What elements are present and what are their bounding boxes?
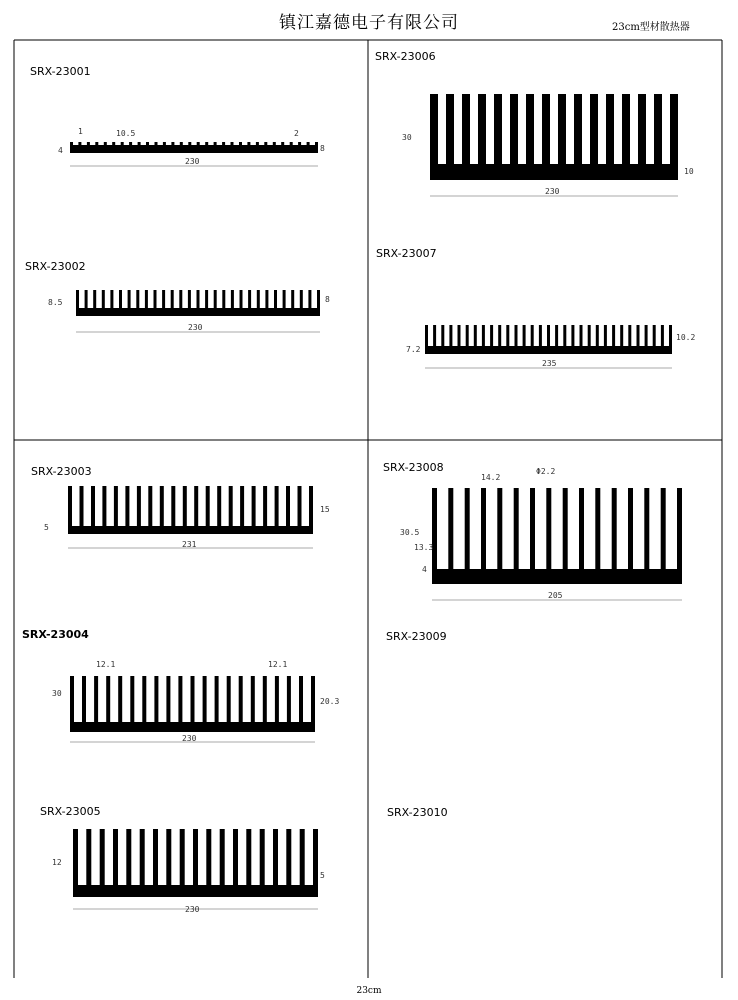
fin: [145, 290, 148, 309]
fin: [171, 486, 175, 527]
svg-text:10: 10: [684, 167, 694, 176]
fin: [620, 325, 623, 347]
heatsink-23005: [52, 829, 325, 914]
fin: [178, 676, 182, 723]
fin: [222, 142, 225, 146]
profile-label-23005: SRX-23005: [40, 805, 101, 818]
fin: [121, 142, 124, 146]
fin: [136, 290, 139, 309]
fin: [281, 142, 284, 146]
fin: [206, 829, 211, 886]
svg-text:12: 12: [52, 858, 62, 867]
fin: [432, 488, 437, 570]
fin: [188, 142, 191, 146]
fin: [82, 676, 86, 723]
fin: [163, 142, 166, 146]
fin: [112, 142, 115, 146]
fin: [307, 142, 310, 146]
fin: [86, 829, 91, 886]
fin: [670, 94, 678, 165]
fin: [498, 325, 501, 347]
fin: [126, 829, 131, 886]
fin: [138, 142, 141, 146]
fin: [180, 142, 183, 146]
fin: [317, 290, 320, 309]
fin: [490, 325, 493, 347]
svg-text:13.3: 13.3: [414, 543, 434, 552]
fin: [251, 676, 255, 723]
fin: [256, 142, 259, 146]
fin: [515, 325, 518, 347]
svg-text:20.3: 20.3: [320, 697, 340, 706]
fin: [494, 94, 502, 165]
svg-text:235: 235: [542, 359, 557, 368]
fin: [644, 488, 649, 570]
fin: [78, 142, 81, 146]
svg-text:12.1: 12.1: [96, 660, 116, 669]
fin: [95, 142, 98, 146]
fin: [283, 290, 286, 309]
fin: [154, 676, 158, 723]
fin: [449, 325, 452, 347]
svg-text:8: 8: [325, 295, 330, 304]
svg-text:1: 1: [78, 127, 83, 136]
fin: [514, 488, 519, 570]
profile-label-23009: SRX-23009: [386, 630, 447, 643]
fin: [308, 290, 311, 309]
fin: [130, 676, 134, 723]
fin: [604, 325, 607, 347]
fin: [638, 94, 646, 165]
fin: [68, 486, 72, 527]
svg-text:2: 2: [294, 129, 299, 138]
fin: [166, 829, 171, 886]
fin: [661, 488, 666, 570]
fin: [197, 290, 200, 309]
fin: [462, 94, 470, 165]
profile-label-23003: SRX-23003: [31, 465, 92, 478]
footer-length: 23cm: [356, 986, 382, 996]
fin: [129, 142, 132, 146]
fin: [146, 142, 149, 146]
fin: [466, 325, 469, 347]
fin: [275, 486, 279, 527]
svg-text:5: 5: [44, 523, 49, 532]
fin: [300, 829, 305, 886]
fin: [128, 290, 131, 309]
fin: [637, 325, 640, 347]
fin: [677, 488, 682, 570]
fin: [482, 325, 485, 347]
fin: [291, 290, 294, 309]
fin: [563, 325, 566, 347]
fin: [119, 290, 122, 309]
fin: [162, 290, 165, 309]
profile-label-23008: SRX-23008: [383, 461, 444, 474]
fin: [315, 142, 318, 146]
fin: [248, 290, 251, 309]
svg-text:230: 230: [545, 187, 560, 196]
svg-text:5: 5: [320, 871, 325, 880]
fin: [205, 142, 208, 146]
fin: [222, 290, 225, 309]
fin: [180, 829, 185, 886]
fin: [110, 290, 113, 309]
fin: [273, 142, 276, 146]
fin: [215, 676, 219, 723]
svg-text:Φ2.2: Φ2.2: [536, 467, 556, 476]
fin: [70, 142, 73, 146]
fin: [231, 142, 234, 146]
fin: [171, 142, 174, 146]
fin: [287, 676, 291, 723]
heatsink-23006: [402, 94, 694, 196]
fin: [547, 325, 550, 347]
fin: [446, 94, 454, 165]
fin: [166, 676, 170, 723]
fin: [448, 488, 453, 570]
fin: [247, 142, 250, 146]
fin: [214, 142, 217, 146]
heatsink-23001: [58, 127, 325, 166]
svg-text:231: 231: [182, 540, 197, 549]
fin: [588, 325, 591, 347]
profile-label-23007: SRX-23007: [376, 247, 437, 260]
fin: [628, 325, 631, 347]
fin: [246, 829, 251, 886]
fin: [263, 676, 267, 723]
fin: [239, 676, 243, 723]
fin: [311, 676, 315, 723]
svg-text:30: 30: [402, 133, 412, 142]
fin: [555, 325, 558, 347]
svg-text:7.2: 7.2: [406, 345, 421, 354]
svg-text:12.1: 12.1: [268, 660, 288, 669]
fin: [229, 486, 233, 527]
fin: [430, 94, 438, 165]
fin: [275, 676, 279, 723]
svg-text:15: 15: [320, 505, 330, 514]
fin: [188, 290, 191, 309]
fin: [155, 142, 158, 146]
svg-text:205: 205: [548, 591, 563, 600]
fin: [441, 325, 444, 347]
fin: [661, 325, 664, 347]
fin: [153, 829, 158, 886]
fin: [87, 142, 90, 146]
fin: [183, 486, 187, 527]
fin: [214, 290, 217, 309]
fin: [481, 488, 486, 570]
fin: [179, 290, 182, 309]
fin: [465, 488, 470, 570]
fin: [526, 94, 534, 165]
fin: [113, 829, 118, 886]
fin: [263, 486, 267, 527]
fin: [669, 325, 672, 347]
svg-text:8.5: 8.5: [48, 298, 63, 307]
svg-text:8: 8: [320, 144, 325, 153]
fin: [612, 488, 617, 570]
fin: [523, 325, 526, 347]
fin: [264, 142, 267, 146]
fin: [574, 94, 582, 165]
fin: [106, 676, 110, 723]
fin: [546, 488, 551, 570]
fin: [580, 325, 583, 347]
profile-label-23004: SRX-23004: [22, 628, 89, 641]
heatsink-23004: [52, 660, 339, 743]
fin: [309, 486, 313, 527]
fin: [622, 94, 630, 165]
fin: [80, 486, 84, 527]
fin: [252, 486, 256, 527]
fin: [197, 142, 200, 146]
fin: [171, 290, 174, 309]
fin: [233, 829, 238, 886]
fin: [571, 325, 574, 347]
fin: [240, 486, 244, 527]
fin: [227, 676, 231, 723]
svg-text:4: 4: [58, 146, 63, 155]
fin: [93, 290, 96, 309]
svg-text:230: 230: [188, 323, 203, 332]
fin: [458, 325, 461, 347]
fin: [654, 94, 662, 165]
fin: [298, 486, 302, 527]
fin: [563, 488, 568, 570]
fin: [606, 94, 614, 165]
fin: [558, 94, 566, 165]
svg-text:30: 30: [52, 689, 62, 698]
fin: [425, 325, 428, 347]
fin: [590, 94, 598, 165]
svg-text:230: 230: [182, 734, 197, 743]
fin: [539, 325, 542, 347]
fin: [257, 290, 260, 309]
fin: [102, 486, 106, 527]
heatsink-23008: [400, 467, 682, 600]
fin: [628, 488, 633, 570]
fin: [154, 290, 157, 309]
fin: [433, 325, 436, 347]
company-title: 镇江嘉德电子有限公司: [279, 13, 459, 33]
svg-text:230: 230: [185, 905, 200, 914]
heatsink-23003: [44, 486, 330, 549]
fin: [70, 676, 74, 723]
fin: [260, 829, 265, 886]
fin: [231, 290, 234, 309]
svg-text:230: 230: [185, 157, 200, 166]
fin: [531, 325, 534, 347]
fin: [85, 290, 88, 309]
fin: [497, 488, 502, 570]
fin: [118, 676, 122, 723]
fin: [220, 829, 225, 886]
fin: [76, 290, 79, 309]
fin: [206, 486, 210, 527]
fin: [102, 290, 105, 309]
fin: [203, 676, 207, 723]
fin: [298, 142, 301, 146]
fin: [104, 142, 107, 146]
fin: [240, 290, 243, 309]
svg-text:10.5: 10.5: [116, 129, 136, 138]
sheet-subtitle: 23cm型材散热器: [612, 22, 690, 33]
fin: [205, 290, 208, 309]
fin: [217, 486, 221, 527]
svg-text:14.2: 14.2: [481, 473, 501, 482]
fin: [474, 325, 477, 347]
profile-label-23001: SRX-23001: [30, 65, 91, 78]
fin: [510, 94, 518, 165]
fin: [273, 829, 278, 886]
fin: [194, 486, 198, 527]
svg-text:4: 4: [422, 565, 427, 574]
fin: [140, 829, 145, 886]
profile-label-23010: SRX-23010: [387, 806, 448, 819]
svg-text:30.5: 30.5: [400, 528, 420, 537]
fin: [579, 488, 584, 570]
fin: [100, 829, 105, 886]
fin: [530, 488, 535, 570]
fin: [595, 488, 600, 570]
heatsink-23007: [406, 325, 695, 368]
fin: [286, 829, 291, 886]
fin: [239, 142, 242, 146]
profile-label-23002: SRX-23002: [25, 260, 86, 273]
fin: [286, 486, 290, 527]
fin: [274, 290, 277, 309]
fin: [478, 94, 486, 165]
fin: [542, 94, 550, 165]
profile-label-23006: SRX-23006: [375, 50, 436, 63]
fin: [299, 676, 303, 723]
fin: [313, 829, 318, 886]
fin: [91, 486, 95, 527]
fin: [125, 486, 129, 527]
fin: [265, 290, 268, 309]
fin: [73, 829, 78, 886]
fin: [506, 325, 509, 347]
fin: [191, 676, 195, 723]
fin: [114, 486, 118, 527]
fin: [193, 829, 198, 886]
svg-text:10.2: 10.2: [676, 333, 696, 342]
fin: [137, 486, 141, 527]
fin: [142, 676, 146, 723]
fin: [94, 676, 98, 723]
heatsink-23002: [48, 290, 330, 332]
fin: [300, 290, 303, 309]
fin: [612, 325, 615, 347]
fin: [160, 486, 164, 527]
fin: [596, 325, 599, 347]
fin: [290, 142, 293, 146]
fin: [653, 325, 656, 347]
fin: [645, 325, 648, 347]
fin: [148, 486, 152, 527]
